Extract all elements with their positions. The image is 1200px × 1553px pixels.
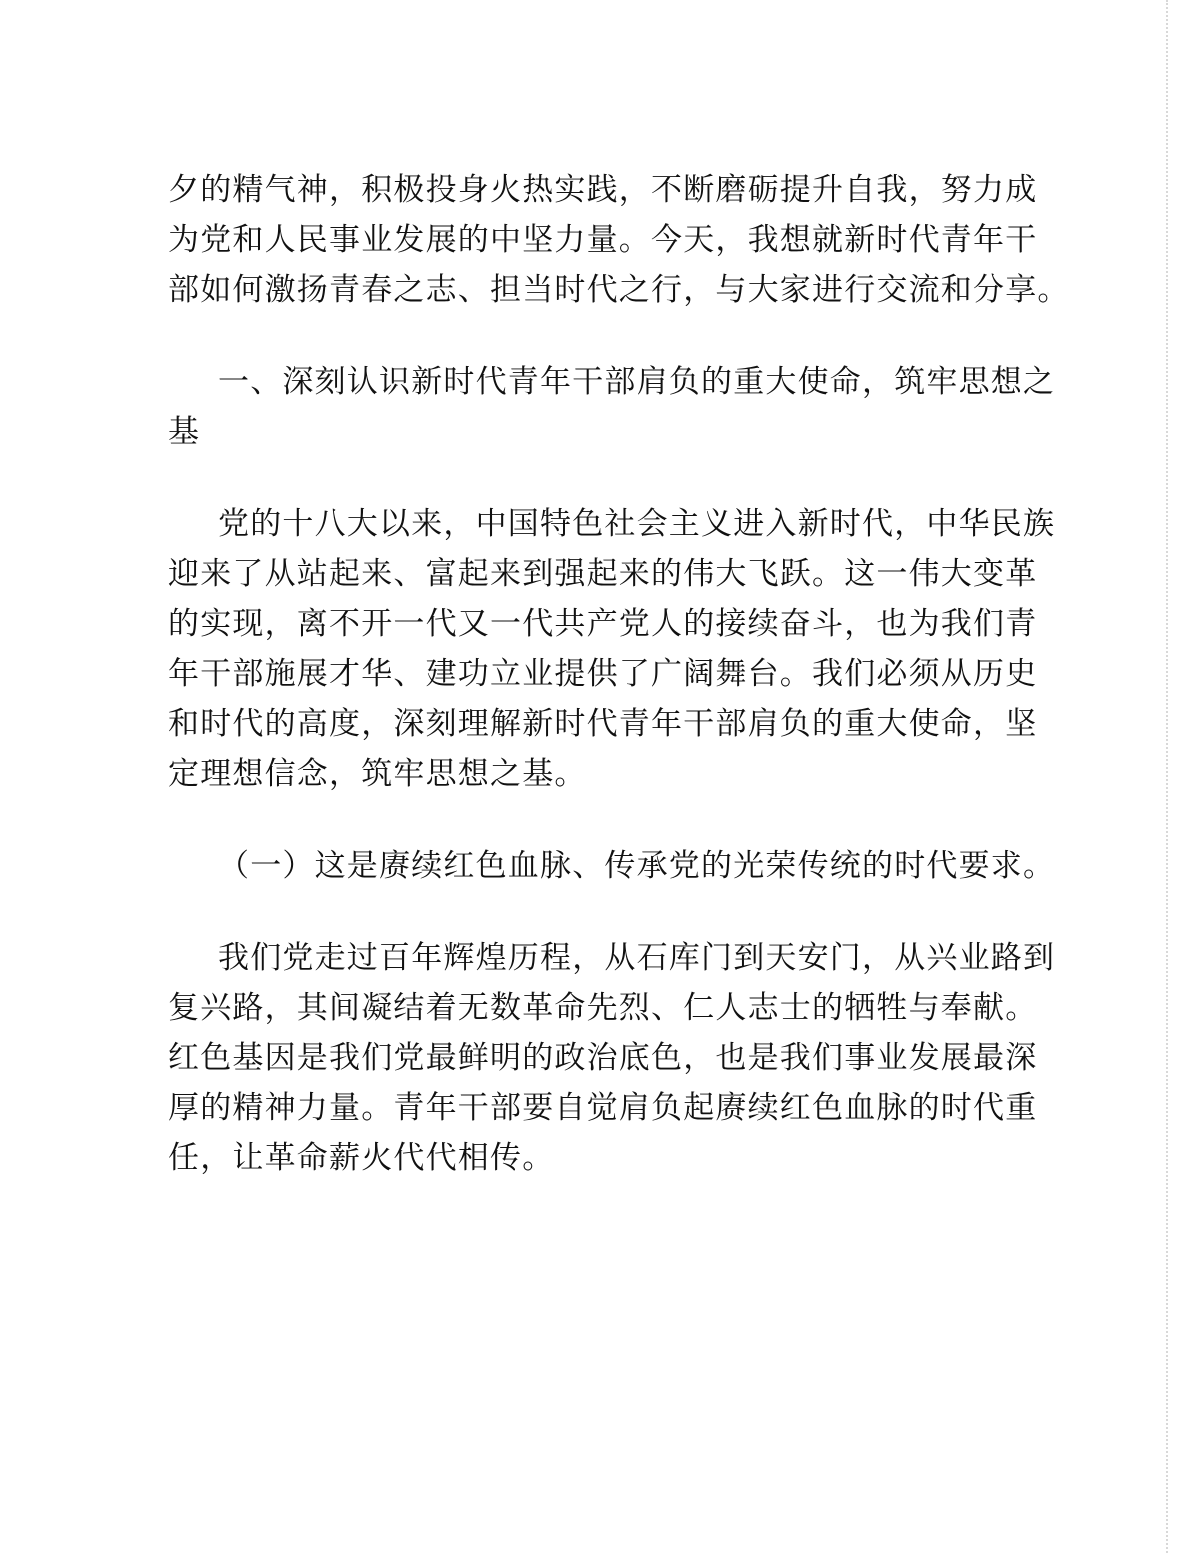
text-line: 我们党走过百年辉煌历程，从石库门到天安门，从兴业路到 <box>218 940 1056 976</box>
heading-line: 一、深刻认识新时代青年干部肩负的重大使命，筑牢思想之 <box>218 364 1056 400</box>
text-line: 复兴路，其间凝结着无数革命先烈、仁人志士的牺牲与奉献。 <box>168 990 1038 1026</box>
text-line: 和时代的高度，深刻理解新时代青年干部肩负的重大使命，坚 <box>168 706 1038 742</box>
text-line: 部如何激扬青春之志、担当时代之行，与大家进行交流和分享。 <box>168 272 1070 308</box>
paragraph-intro-continuation <box>168 165 1070 315</box>
text-line: 为党和人民事业发展的中坚力量。今天，我想就新时代青年干 <box>168 222 1038 258</box>
text-line: 任，让革命薪火代代相传。 <box>168 1140 555 1176</box>
text-line: 夕的精气神，积极投身火热实践，不断磨砺提升自我，努力成 <box>168 172 1038 208</box>
document-body <box>168 165 1070 1183</box>
text-line: 党的十八大以来，中国特色社会主义进入新时代，中华民族 <box>218 506 1056 542</box>
text-line: 厚的精神力量。青年干部要自觉肩负起赓续红色血脉的时代重 <box>168 1090 1038 1126</box>
text-line: 红色基因是我们党最鲜明的政治底色，也是我们事业发展最深 <box>168 1040 1038 1076</box>
paragraph-red-heritage <box>168 933 1056 1183</box>
paragraph-new-era <box>168 499 1056 799</box>
page-edge-dotted-line <box>1166 0 1168 1553</box>
heading-line: （一）这是赓续红色血脉、传承党的光荣传统的时代要求。 <box>218 848 1056 884</box>
subsection-heading-1 <box>168 841 1056 891</box>
text-line: 年干部施展才华、建功立业提供了广阔舞台。我们必须从历史 <box>168 656 1038 692</box>
text-line: 迎来了从站起来、富起来到强起来的伟大飞跃。这一伟大变革 <box>168 556 1038 592</box>
text-line: 的实现，离不开一代又一代共产党人的接续奋斗，也为我们青 <box>168 606 1038 642</box>
heading-line: 基 <box>168 414 201 450</box>
text-line: 定理想信念，筑牢思想之基。 <box>168 756 587 792</box>
section-heading-1 <box>168 357 1056 457</box>
